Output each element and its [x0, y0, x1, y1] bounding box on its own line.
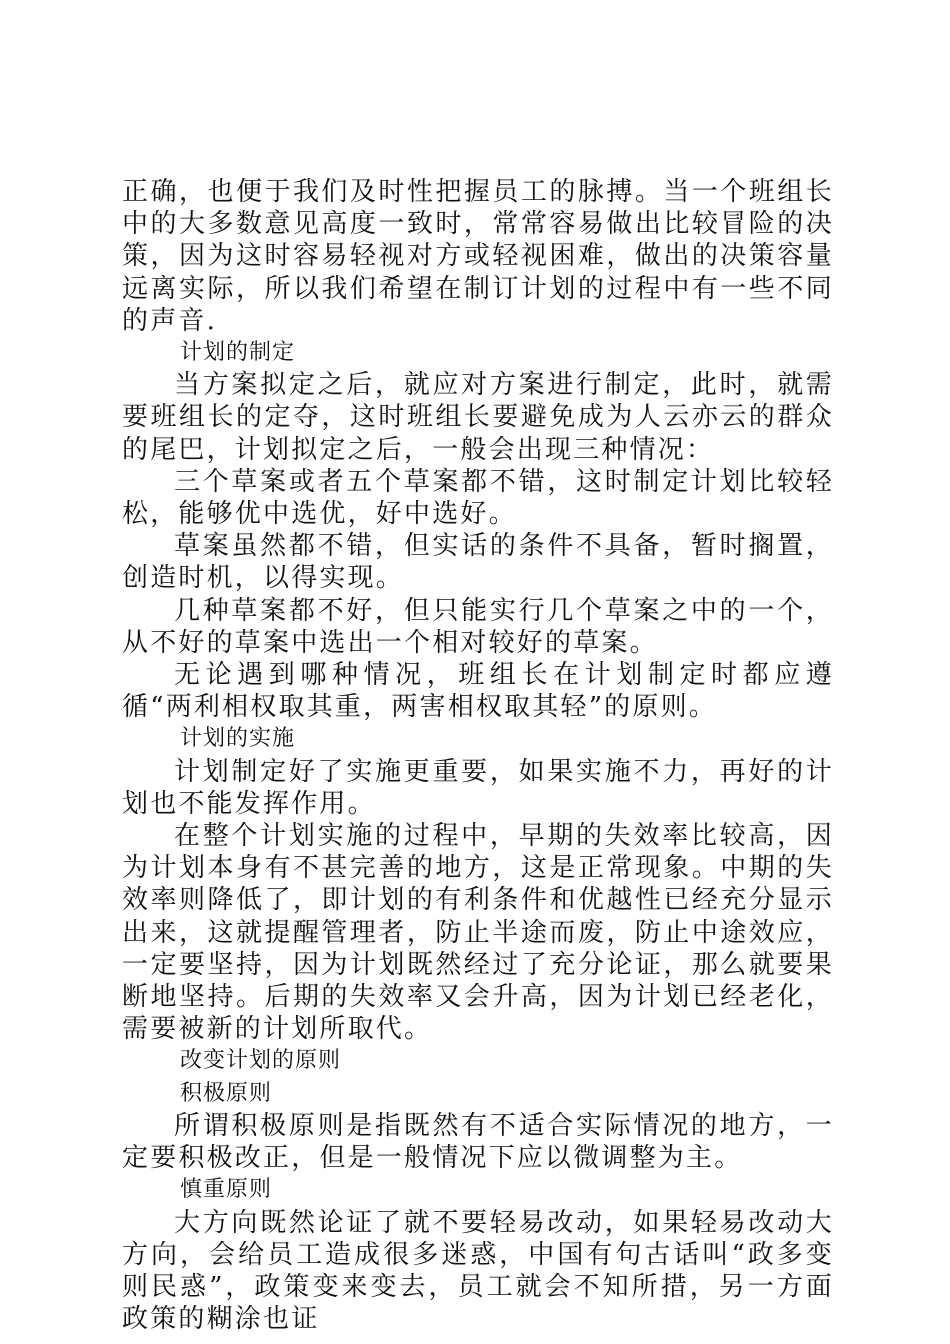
- heading-positive-principle: 积极原则: [180, 1080, 273, 1106]
- paragraph-8: 在整个计划实施的过程中，早期的失效率比较高，因为计划本身有不甚完善的地方，这是正常现象。中期的失效率则降低了，即计划的有利条件和优越性已经充分显示出来，这就提醒管理者，防止半途而废，防止中途效应，一定要坚持，因为计划既然经过了充分论证，那么就要果断地坚持。后期的失效率又会升高，因为计划已经老化，需要被新的计划所取代。: [122, 821, 834, 1045]
- paragraph-4: 草案虽然都不错，但实话的条件不具备，暂时搁置，创造时机，以得实现。: [122, 531, 834, 594]
- heading-plan-implementation: 计划的实施: [180, 726, 296, 752]
- heading-prudent-principle: 慎重原则: [180, 1177, 273, 1203]
- paragraph-1: 正确，也便于我们及时性把握员工的脉搏。当一个班组长中的大多数意见高度一致时，常常容易做出比较冒险的决策，因为这时容易轻视对方或轻视困难，做出的决策容量远离实际，所以我们希望在制订计划的过程中有一些不同的声音.: [122, 177, 834, 336]
- heading-plan-formulation: 计划的制定: [180, 340, 296, 366]
- paragraph-5: 几种草案都不好，但只能实行几个草案之中的一个，从不好的草案中选出一个相对较好的草案。: [122, 595, 834, 658]
- paragraph-9: 所谓积极原则是指既然有不适合实际情况的地方，一定要积极改正，但是一般情况下应以微调整为主。: [122, 1110, 834, 1174]
- paragraph-2: 当方案拟定之后，就应对方案进行制定，此时，就需要班组长的定夺，这时班组长要避免成为人云亦云的群众的尾巴，计划拟定之后，一般会出现三种情况：: [122, 370, 834, 465]
- paragraph-3: 三个草案或者五个草案都不错，这时制定计划比较轻松，能够优中选优，好中选好。: [122, 466, 834, 530]
- document-body: [122, 176, 834, 1335]
- heading-change-principles: 改变计划的原则: [180, 1048, 342, 1074]
- paragraph-7: 计划制定好了实施更重要，如果实施不力，再好的计划也不能发挥作用。: [122, 756, 834, 819]
- paragraph-6: 无论遇到哪种情况，班组长在计划制定时都应遵循“两利相权取其重，两害相权取其轻”的原则。: [122, 660, 834, 723]
- paragraph-10: 大方向既然论证了就不要轻易改动，如果轻易改动大方向，会给员工造成很多迷惑，中国有句古话叫“政多变则民惑”，政策变来变去，员工就会不知所措，另一方面政策的糊涂也证: [122, 1207, 834, 1335]
